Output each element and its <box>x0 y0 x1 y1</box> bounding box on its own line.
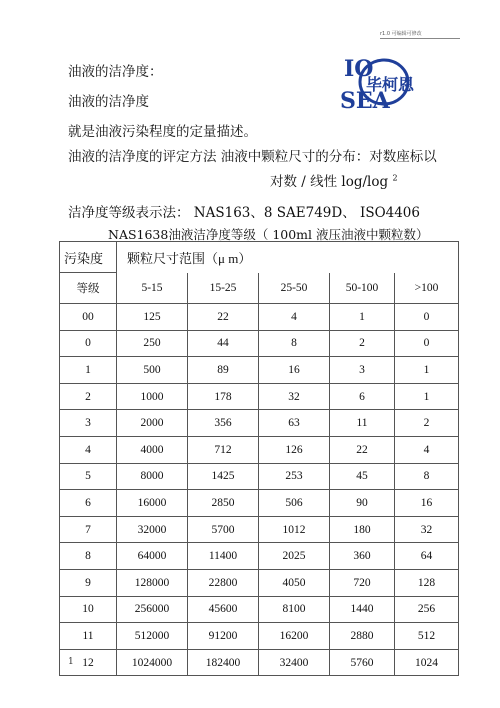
table-cell: 3 <box>60 410 117 437</box>
header-grade-label: 污染度 <box>60 242 117 273</box>
nas1638-table <box>59 241 459 676</box>
table-row <box>60 543 459 570</box>
table-cell: 00 <box>60 304 117 331</box>
table-row <box>60 410 459 437</box>
header-col-50-100: 50-100 <box>330 273 395 304</box>
table-cell: 6 <box>60 490 117 517</box>
table-cell: 1 <box>60 357 117 384</box>
table-row <box>60 569 459 596</box>
table-cell: 8100 <box>259 596 330 623</box>
table-cell: 5700 <box>188 516 259 543</box>
logo-letters-bottom: SEA <box>340 88 390 112</box>
table-row <box>60 463 459 490</box>
table-cell: 128 <box>395 569 459 596</box>
table-header-row <box>60 242 459 273</box>
table-cell: 712 <box>188 436 259 463</box>
table-cell: 360 <box>330 543 395 570</box>
table-cell: 11 <box>330 410 395 437</box>
table-cell: 11 <box>60 623 117 650</box>
table-cell: 512 <box>395 623 459 650</box>
table-cell: 8 <box>259 330 330 357</box>
table-cell: 44 <box>188 330 259 357</box>
table-cell: 1012 <box>259 516 330 543</box>
table-cell: 0 <box>60 330 117 357</box>
table-cell: 178 <box>188 383 259 410</box>
table-cell: 356 <box>188 410 259 437</box>
table-cell: 4050 <box>259 569 330 596</box>
method-superscript: 2 <box>392 173 398 183</box>
header-grade: 等级 <box>60 273 117 304</box>
table-row <box>60 623 459 650</box>
table-cell: 90 <box>330 490 395 517</box>
table-cell: 22 <box>188 304 259 331</box>
table-cell: 1 <box>395 383 459 410</box>
table-cell: 1024 <box>395 649 459 676</box>
table-row <box>60 516 459 543</box>
table-body <box>60 304 459 676</box>
table-cell: 16 <box>259 357 330 384</box>
table-cell: 253 <box>259 463 330 490</box>
subheading: 油液的洁净度 <box>68 94 149 110</box>
table-cell: 22 <box>330 436 395 463</box>
method-continuation-text: 对数 / 线性 log/log <box>270 174 389 190</box>
heading: 油液的洁净度： <box>68 64 163 80</box>
table-cell: 10 <box>60 596 117 623</box>
table-row <box>60 357 459 384</box>
table-cell: 64000 <box>117 543 188 570</box>
table-cell: 11400 <box>188 543 259 570</box>
header-col-15-25: 15-25 <box>188 273 259 304</box>
table-subheader-row <box>60 273 459 304</box>
definition-text: 就是油液污染程度的定量描述。 <box>68 124 257 140</box>
table-cell: 91200 <box>188 623 259 650</box>
logo-chinese: 毕柯恩 <box>366 75 415 94</box>
table-row <box>60 649 459 676</box>
table-cell: 126 <box>259 436 330 463</box>
table-row <box>60 490 459 517</box>
table-cell: 32 <box>259 383 330 410</box>
table-cell: 512000 <box>117 623 188 650</box>
table-cell: 0 <box>395 330 459 357</box>
table-cell: 3 <box>330 357 395 384</box>
table-cell: 8000 <box>117 463 188 490</box>
table-cell: 1440 <box>330 596 395 623</box>
table-cell: 32000 <box>117 516 188 543</box>
table-cell: 2025 <box>259 543 330 570</box>
table-cell: 22800 <box>188 569 259 596</box>
table-cell: 506 <box>259 490 330 517</box>
logo-letters-top: IO <box>344 56 374 82</box>
table-cell: 7 <box>60 516 117 543</box>
table-row <box>60 436 459 463</box>
method-text: 油液的洁净度的评定方法 油液中颗粒尺寸的分布：对数座标以 <box>68 149 437 165</box>
table-row <box>60 596 459 623</box>
table-cell: 250 <box>117 330 188 357</box>
table-cell: 16 <box>395 490 459 517</box>
table-cell: 45 <box>330 463 395 490</box>
table-cell: 89 <box>188 357 259 384</box>
table-cell: 1000 <box>117 383 188 410</box>
table-cell: 2 <box>395 410 459 437</box>
table-cell: 0 <box>395 304 459 331</box>
table-cell: 256 <box>395 596 459 623</box>
header-col-5-15: 5-15 <box>117 273 188 304</box>
table-cell: 32 <box>395 516 459 543</box>
table-cell: 16200 <box>259 623 330 650</box>
table-cell: 8 <box>60 543 117 570</box>
page-number: 1 <box>68 657 74 667</box>
table-cell: 500 <box>117 357 188 384</box>
table-cell: 1 <box>395 357 459 384</box>
table-cell: 2000 <box>117 410 188 437</box>
table-cell: 45600 <box>188 596 259 623</box>
table-cell: 2880 <box>330 623 395 650</box>
table-cell: 2850 <box>188 490 259 517</box>
table-cell: 180 <box>330 516 395 543</box>
table-row <box>60 304 459 331</box>
table-cell: 182400 <box>188 649 259 676</box>
company-logo <box>338 52 424 112</box>
table-cell: 5 <box>60 463 117 490</box>
table-cell: 128000 <box>117 569 188 596</box>
table-cell: 1 <box>330 304 395 331</box>
table-cell: 5760 <box>330 649 395 676</box>
table-cell: 16000 <box>117 490 188 517</box>
table-cell: 4 <box>60 436 117 463</box>
header-col-25-50: 25-50 <box>259 273 330 304</box>
table-row <box>60 383 459 410</box>
header-size-range: 颗粒尺寸范围（μ m） <box>117 242 459 273</box>
table-cell: 12 <box>60 649 117 676</box>
table-cell: 9 <box>60 569 117 596</box>
table-cell: 1024000 <box>117 649 188 676</box>
header-note: r1.0 可编辑可修改 <box>380 30 460 39</box>
table-cell: 4 <box>259 304 330 331</box>
standards-text: 洁净度等级表示法： NAS163、8 SAE749D、 ISO4406 <box>68 205 420 221</box>
table-cell: 125 <box>117 304 188 331</box>
table-cell: 2 <box>330 330 395 357</box>
table-cell: 32400 <box>259 649 330 676</box>
table-title: NAS1638油液洁净度等级（ 100ml 液压油液中颗粒数） <box>108 227 429 242</box>
table-cell: 1425 <box>188 463 259 490</box>
table-cell: 2 <box>60 383 117 410</box>
table-cell: 720 <box>330 569 395 596</box>
table-cell: 4000 <box>117 436 188 463</box>
table-cell: 64 <box>395 543 459 570</box>
header-col-over-100: >100 <box>395 273 459 304</box>
table-row <box>60 330 459 357</box>
table-cell: 256000 <box>117 596 188 623</box>
table-cell: 63 <box>259 410 330 437</box>
method-continuation <box>270 170 398 190</box>
table-cell: 4 <box>395 436 459 463</box>
table-cell: 8 <box>395 463 459 490</box>
table-cell: 6 <box>330 383 395 410</box>
